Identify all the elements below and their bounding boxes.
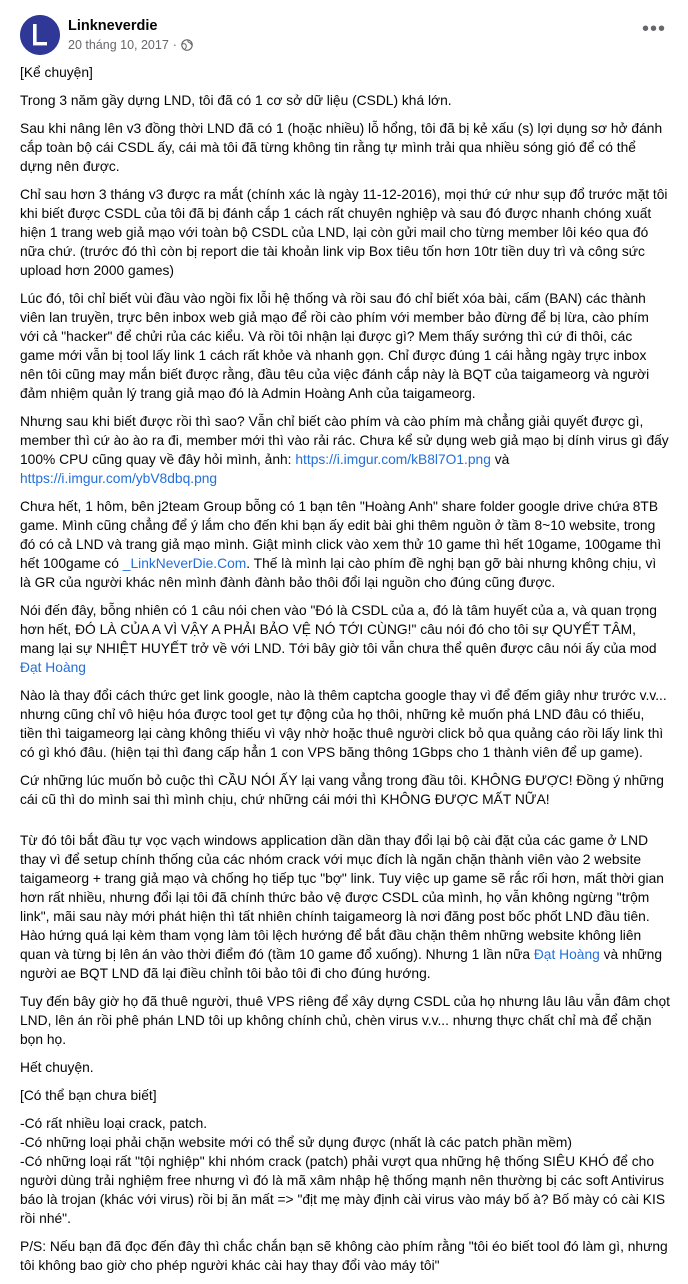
paragraph-text: Nói đến đây, bỗng nhiên có 1 câu nói chen vào "Đó là CSDL của a, đó là tâm huyết của a, và quan trọng hơn hết, ĐÓ LÀ CỦA A VÌ VẬY A PHẢI BẢO VỆ NÓ TỚI CÙNG!" câu nói đó cho tôi sự QUYẾT TÂM, mang lại sự NHIỆT HUYẾT trở về với LND. Tới bây giờ tôi vẫn chưa thể quên được câu nói ấy của mod bbox=[20, 603, 657, 656]
post-body bbox=[20, 63, 670, 1284]
post-meta bbox=[68, 38, 193, 52]
linkneverdie-link[interactable]: _LinkNeverDie.Com bbox=[122, 556, 247, 571]
paragraph-text: Chưa hết, 1 hôm, bên j2team Group bỗng có 1 bạn tên "Hoàng Anh" share folder google drive chứa 8TB game. Mình cũng chẳng để ý lắm cho đến khi bạn ấy edit bài ghi thêm nguồn ở tầm 8~10 website, trong đó có cả LND và trang giả mạo mình. Giật mình click vào xem thử 10 game thì hết 10game, 100game thì hết 100game có bbox=[20, 499, 662, 571]
paragraph-with-links bbox=[20, 412, 670, 488]
paragraph: Lúc đó, tôi chỉ biết vùi đầu vào ngồi fix lỗi hệ thống và rồi sau đó chỉ biết xóa bài, cấm (BAN) các thành viên lan truyền, trực bên inbox web giả mạo để rồi cào phím với member bảo đừng để bị lừa, cào phím với cả "hacker" để chửi rủa các kiểu. Và rồi tôi nhận lại được gì? Mem thấy sướng thì cứ đi thôi, các game mới vẫn bị tool lấy link 1 cách rất khỏe và nhanh gọn. Chỉ được đúng 1 cái hằng ngày trực inbox nên tôi cũng may mắn biết được rằng, đầu têu của việc đánh cắp này là BQT của taigameorg và người đảm nhiệm quản lý trang giả mạo đó là Admin Hoàng Anh của taigameorg. bbox=[20, 291, 650, 401]
post-header bbox=[20, 12, 668, 56]
paragraph-text: Nhưng sau khi biết được rồi thì sao? Vẫn chỉ biết cào phím và cào phím mà chẳng giải quyết được gì, member thì cứ ào ào ra đi, member mới thì vào rải rác. Chưa kể sử dụng web giả mạo bị dính virus gì đấy 100% CPU cũng quay về đây hỏi mình, ảnh: bbox=[20, 414, 669, 467]
paragraph-with-link bbox=[20, 831, 670, 983]
list-line: -Có những loại phải chặn website mới có thể sử dụng được (nhất là các patch phần mềm) bbox=[20, 1135, 572, 1150]
paragraph: Cứ những lúc muốn bỏ cuộc thì CẦU NÓI ẤY lại vang vẳng trong đầu tôi. KHÔNG ĐƯỢC! Đồng ý những cái cũ thì do mình sai thì mình chịu, chứ những cái mới thì KHÔNG ĐƯỢC MẤT NỮA! bbox=[20, 773, 664, 807]
avatar[interactable] bbox=[20, 15, 60, 55]
paragraph-text: và những người ae BQT LND đã lại điều chỉnh tôi bảo tôi đi cho đúng hướng. bbox=[20, 947, 662, 981]
meta-separator: · bbox=[172, 38, 177, 52]
paragraph: Hết chuyện. bbox=[20, 1060, 94, 1075]
paragraph: Sau khi nâng lên v3 đồng thời LND đã có 1 (hoặc nhiều) lỗ hổng, tôi đã bị kẻ xấu (s) lợi dụng sơ hở đánh cắp toàn bộ cái CSDL ấy, cái mà tôi đã từng không tin rằng tự mình trải qua nhiều sóng gió để có thể dựng nên được. bbox=[20, 121, 663, 174]
globe-icon bbox=[181, 39, 193, 51]
paragraph: Nào là thay đổi cách thức get link google, nào là thêm captcha google thay vì để đếm giây như trước v.v... nhưng cũng chỉ vô hiệu hóa được tool get tự động của họ thôi, những kẻ muốn phá LND đâu có thiếu, tiền thì taigameorg lại càng không thiếu vì vậy nhờ hoặc thuê người click bỏ qua quảng cáo rồi lấy link thì có gì khó đâu. (hiện tại thì đang cấp hẳn 1 con VPS băng thông 1Gbps cho 1 thành viên để up game). bbox=[20, 688, 667, 760]
mention-dat-hoang[interactable]: Đạt Hoàng bbox=[20, 660, 86, 675]
post-date[interactable]: 20 tháng 10, 2017 bbox=[68, 38, 169, 52]
author-name[interactable]: Linkneverdie bbox=[68, 18, 158, 34]
paragraph: [Có thể bạn chưa biết] bbox=[20, 1088, 157, 1103]
imgur-link-1[interactable]: https://i.imgur.com/kB8l7O1.png bbox=[295, 452, 491, 467]
mention-dat-hoang[interactable]: Đạt Hoàng bbox=[533, 947, 600, 962]
more-options-icon[interactable]: ••• bbox=[641, 18, 666, 40]
list-paragraph bbox=[20, 1114, 670, 1228]
paragraph: Chỉ sau hơn 3 tháng v3 được ra mắt (chính xác là ngày 11-12-2016), mọi thứ cứ như sụp đổ trước mặt tôi khi biết được CSDL của tôi đã bị đánh cắp 1 cách rất chuyên nghiệp và sau đó được nhanh chóng xuất hiện 1 trang web giả mạo với toàn bộ CSDL của LND, lại còn gửi mail cho từng member lôi kéo qua đó nữa chứ. (trước đó thì còn bị report die tài khoản link vip Box tiêu tốn hơn 10tr tiền duy trì và công sức upload hơn 2000 games) bbox=[20, 187, 668, 278]
avatar-l-logo bbox=[20, 15, 60, 55]
paragraph-with-link bbox=[20, 497, 670, 592]
paragraph-with-link bbox=[20, 601, 670, 677]
list-line: -Có rất nhiều loại crack, patch. bbox=[20, 1116, 208, 1131]
conjunction: và bbox=[494, 452, 510, 467]
list-line: -Có những loại rất "tội nghiệp" khi nhóm crack (patch) phải vượt qua những hệ thống SIÊU KHÓ để cho người dùng trải nghiệm free nhưng vì đó là mã xâm nhập hệ thống mạnh nên thường bị các soft Antivirus báo là trojan (khác với virus) rồi bị ăn mất => "địt mẹ mày định cài virus vào máy bố à? Bố mày có cài KIS rồi nhé". bbox=[20, 1154, 666, 1226]
paragraph: [Kể chuyện] bbox=[20, 65, 93, 80]
paragraph: P/S: Nếu bạn đã đọc đến đây thì chắc chắn bạn sẽ không cào phím rằng "tôi éo biết tool đó làm gì, nhưng tôi không bao giờ cho phép người khác cài hay thay đổi vào máy tôi" bbox=[20, 1239, 668, 1273]
paragraph-text: . Thế là mình lại cào phím đề nghị bạn gỡ bài nhưng không chịu, vì là GR của người khác nên mình đành đành bảo thôi đổi lại nguồn cho đúng cũng được. bbox=[20, 556, 657, 590]
paragraph-text: Từ đó tôi bắt đầu tự vọc vạch windows application dần dần thay đổi lại bộ cài đặt của các game ở LND thay vì để setup chính thống của các nhóm crack với mục đích là ngăn chặn thành viên vào 2 website taigameorg + trang giả mạo và chống họ tiếp tục "bợ" link. Tuy việc up game sẽ rắc rối hơn, mất thời gian hơn rất nhiều, nhưng đổi lại tôi đã chính thức bảo vệ được CSDL của mình, họ vẫn không ngừng "trộm link", mãi sau này mới phát hiện thì tất nhiên chính taigameorg là nơi đăng post bốc phốt LND đầu tiên. Hào hứng quá lại kèm tham vọng làm tôi lệch hướng để bắt đầu chặn thêm những website không liên quan và từng bị lên án vào thời điểm đó (tầm 10 game đổ xuống). Nhưng 1 lần nữa bbox=[20, 833, 664, 962]
imgur-link-2[interactable]: https://i.imgur.com/ybV8dbq.png bbox=[20, 471, 218, 486]
paragraph: Trong 3 năm gầy dựng LND, tôi đã có 1 cơ sở dữ liệu (CSDL) khá lớn. bbox=[20, 93, 452, 108]
paragraph: Tuy đến bây giờ họ đã thuê người, thuê VPS riêng để xây dựng CSDL của họ nhưng lâu lâu vẫn đâm chọt LND, lên án rồi phê phán LND tôi up không chính chủ, chèn virus v.v... nhưng thực chất chỉ mà để chặn bọn họ. bbox=[20, 994, 670, 1047]
